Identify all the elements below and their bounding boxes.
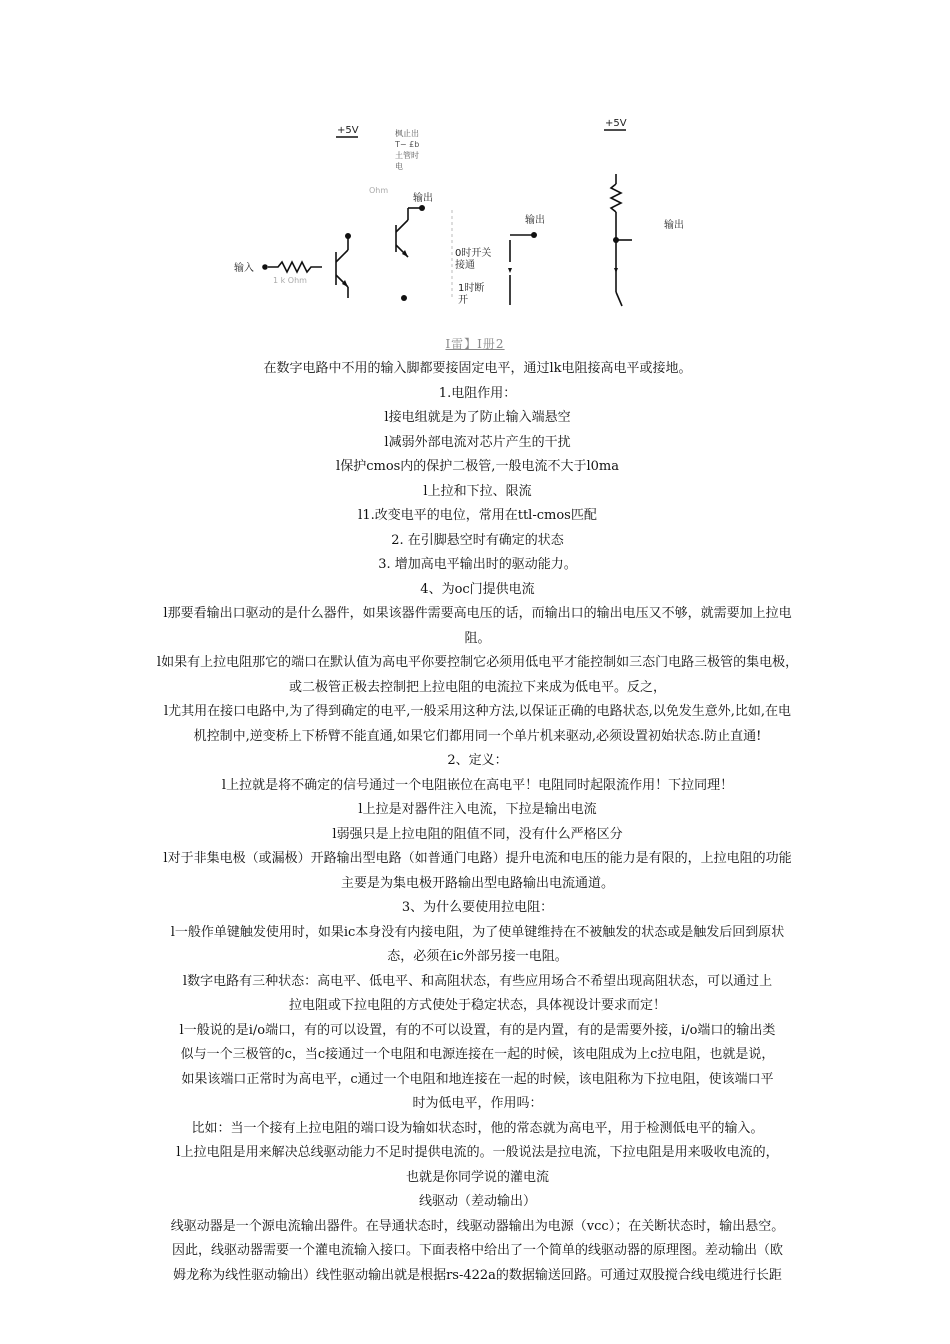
text-line: 拉电阻或下拉电阻的方式使处于稳定状态，具体视设计要求而定！	[288, 998, 666, 1013]
switch-label-1-line1: 1时断	[458, 283, 485, 294]
note-line-4: 电	[395, 162, 403, 171]
vcc-label-left: +5V	[337, 125, 359, 136]
ohm-label: Ohm	[369, 186, 389, 195]
text-line: 如果该端口正常时为高电平，c通过一个电阻和地连接在一起的时候，该电阻称为下拉电阻，使该端口平	[181, 1071, 774, 1087]
text-line: 3、为什么要使用拉电阻：	[401, 900, 554, 915]
text-line: 姆龙称为线性驱动输出）线性驱动输出就是根据rs-422a的数据输送回路。可通过双股搅合线电缆进行长距	[173, 1267, 782, 1283]
note-line-1: 枫止出	[395, 129, 419, 138]
text-line: l1.改变电平的电位，常用在ttl-cmos匹配	[358, 508, 597, 523]
text-line: l减弱外部电流对芯片产生的干扰	[384, 434, 571, 450]
text-line: l接电组就是为了防止输入端悬空	[384, 410, 571, 425]
input-resistor	[268, 262, 322, 272]
text-line: l对于非集电极（或漏极）开路输出型电路（如普通门电路）提升电流和电压的能力是有限的，上拉电阻的功能	[163, 851, 792, 866]
text-line: 在数字电路中不用的输入脚都要接固定电平，通过lk电阻接高电平或接地。	[263, 361, 692, 376]
text-line: l一般作单键触发使用时，如果ic本身没有内接电阻，为了使单键维持在不被触发的状态或是触发后回到原状	[170, 924, 785, 940]
text-line: 4、为oc门提供电流	[420, 581, 535, 597]
text-line: 或二极管正极去控制把上拉电阻的电流拉下来成为低电平。反之，	[288, 679, 666, 695]
node-right-output	[613, 237, 619, 243]
node-left-top	[345, 233, 351, 239]
text-line: 1.电阻作用：	[438, 385, 517, 401]
input-label: 输入	[234, 263, 254, 274]
document-body	[135, 357, 820, 1288]
figure-caption: I雷】I册2	[445, 337, 505, 351]
text-line: 主要是为集电极开路输出型电路输出电流通道。	[340, 875, 614, 891]
output-label-3: 输出	[664, 220, 684, 231]
text-line: l数字电路有三种状态：高电平、低电平、和高阻状态，有些应用场合不希望出现高阻状态，可以通过上	[182, 973, 773, 989]
pullup-resistor	[611, 184, 621, 212]
node-middle-output	[419, 205, 425, 211]
text-line: l那要看输出口驱动的是什么器件，如果该器件需要高电压的话，而输出口的输出电压又不够，就需要加上拉电	[163, 606, 792, 621]
text-line: 态，必须在ic外部另接一电阻。	[387, 949, 568, 964]
text-line: 阻。	[464, 630, 491, 646]
switch-label-1-line2: 开	[458, 295, 468, 306]
switch-label-0-line1: 0时开关	[455, 248, 492, 259]
text-line: l上拉电阻是用来解决总线驱动能力不足时提供电流的。一般说法是拉电流，下拉电阻是用来吸收电流的，	[176, 1145, 779, 1160]
node-middle-bottom	[401, 295, 407, 301]
output-label-1: 输出	[413, 193, 433, 204]
text-line: l上拉就是将不确定的信号通过一个电阻嵌位在高电平！电阻同时起限流作用！下拉同理！	[221, 777, 734, 793]
note-line-2: T− £b	[395, 140, 420, 149]
text-line: 也就是你同学说的灌电流	[405, 1169, 549, 1185]
text-line: l上拉和下拉、限流	[423, 483, 532, 499]
note-line-3: 土管时	[395, 151, 419, 160]
text-line: 似与一个三极管的c，当c接通过一个电阻和电源连接在一起的时候，该电阻成为上c拉电阻，也就是说，	[180, 1047, 775, 1062]
text-line: l上拉是对器件注入电流，下拉是输出电流	[358, 802, 597, 817]
text-line: 2. 在引脚悬空时有确定的状态	[391, 532, 564, 548]
vcc-label-right: +5V	[605, 118, 627, 129]
text-line: l尤其用在接口电路中,为了得到确定的电平,一般采用这种方法,以保证正确的电路状态,以免发生意外,比如,在电	[164, 704, 791, 719]
text-line: 2、定义：	[447, 753, 508, 768]
text-line: l保护cmos内的保护二极管,一般电流不大于l0ma	[336, 459, 619, 474]
text-line: l弱强只是上拉电阻的阻值不同，没有什么严格区分	[332, 826, 623, 842]
circuit-figure	[0, 0, 950, 320]
text-line: 比如：当一个接有上拉电阻的端口设为输如状态时，他的常态就为高电平，用于检测低电平的输入。	[191, 1120, 764, 1136]
switch-label-0-line2: 接通	[455, 260, 475, 271]
resistor-label: 1 k Ohm	[273, 276, 307, 285]
node-switch-output	[531, 232, 537, 238]
text-line: 机控制中,逆变桥上下桥臂不能直通,如果它们都用同一个单片机来驱动,必须设置初始状态.防止直通!	[193, 728, 762, 744]
text-line: 时为低电平，作用吗：	[412, 1096, 543, 1111]
text-line: 3. 增加高电平输出时的驱动能力。	[378, 557, 577, 572]
output-label-2: 输出	[525, 215, 545, 226]
text-line: l如果有上拉电阻那它的端口在默认值为高电平你要控制它必须用低电平才能控制如三态门电路三极管的集电极，	[156, 655, 799, 670]
text-line: l一般说的是i/o端口，有的可以设置，有的不可以设置，有的是内置，有的是需要外接，i/o端口的输出类	[179, 1022, 776, 1038]
text-line: 线驱动器是一个源电流输出器件。在导通状态时，线驱动器输出为电源（vcc）；在关断状态时，输出悬空。	[170, 1218, 785, 1234]
text-line: 线驱动（差动输出）	[418, 1194, 536, 1209]
input-node	[262, 264, 268, 270]
text-line: 因此，线驱动器需要一个灌电流输入接口。下面表格中给出了一个简单的线驱动器的原理图。差动输出（欧	[171, 1243, 783, 1258]
